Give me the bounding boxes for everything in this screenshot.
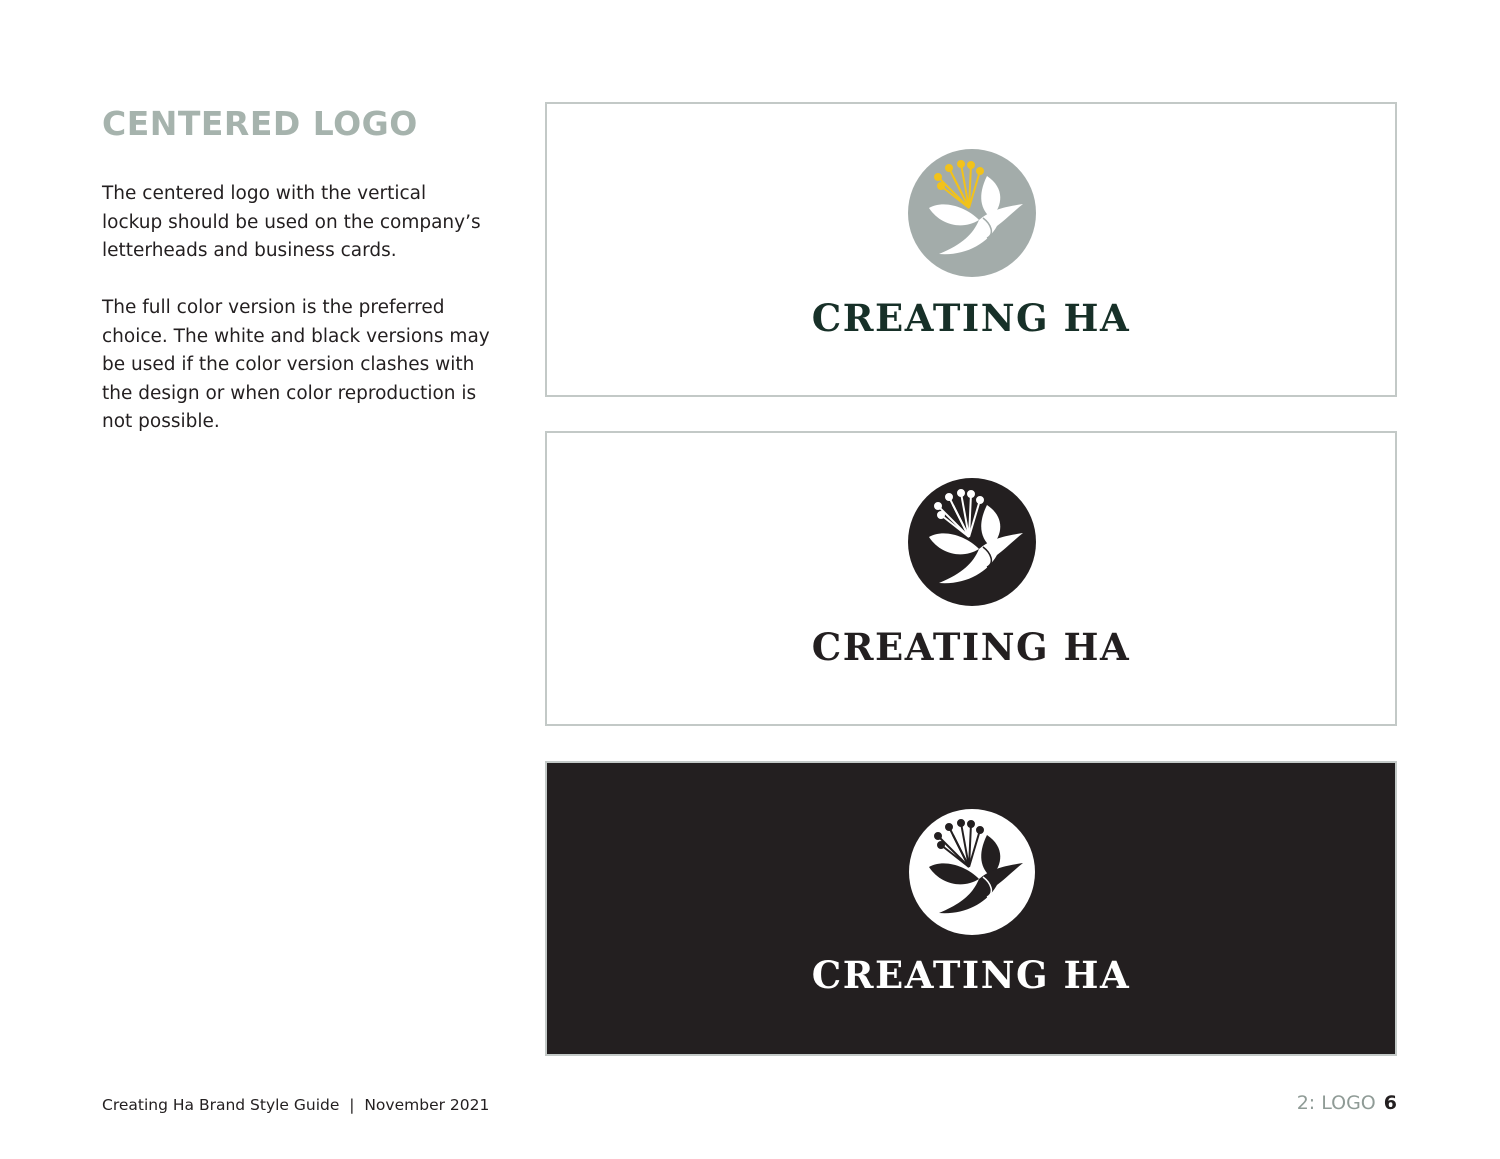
footer-document-title: Creating Ha Brand Style Guide | November 2021 bbox=[102, 1096, 490, 1114]
footer-section bbox=[1297, 1092, 1397, 1114]
page-number: 6 bbox=[1383, 1092, 1397, 1114]
lily-dove-circle-icon bbox=[907, 807, 1037, 937]
body-paragraph-2: The full color version is the preferred choice. The white and black versions may be used if the color version clashes with the design or when color reproduction is not possible. bbox=[102, 297, 490, 433]
page-heading: CENTERED LOGO bbox=[102, 104, 418, 143]
logo-wordmark: CREATING HA bbox=[811, 953, 1131, 997]
logo-panel-white bbox=[545, 761, 1397, 1056]
logo-panel-full-color bbox=[545, 102, 1397, 397]
logo-wordmark: CREATING HA bbox=[811, 625, 1131, 669]
logo-wordmark: CREATING HA bbox=[811, 296, 1131, 340]
lily-dove-circle-icon bbox=[907, 148, 1037, 278]
logo-panel-black bbox=[545, 431, 1397, 726]
footer-section-label: 2: LOGO bbox=[1296, 1092, 1376, 1114]
body-paragraph-1: The centered logo with the vertical lockup should be used on the company’s letterheads and business cards. bbox=[102, 183, 481, 262]
lily-dove-circle-icon bbox=[907, 477, 1037, 607]
